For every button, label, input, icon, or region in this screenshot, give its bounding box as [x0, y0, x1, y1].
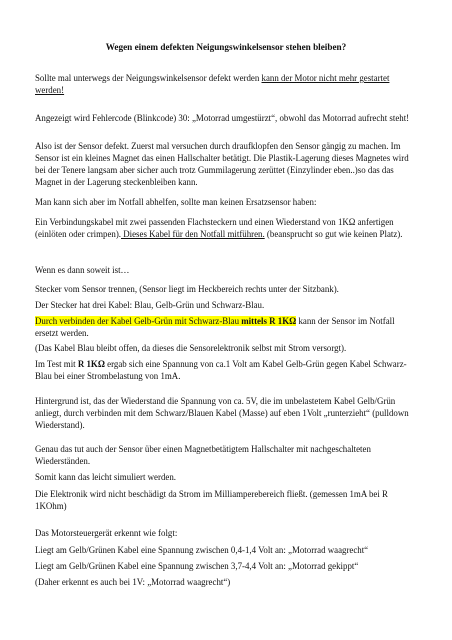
text-run: Im Test mit — [35, 359, 78, 369]
paragraph-motor-start — [35, 72, 417, 96]
text-run: Sollte mal unterwegs der Neigungswinkelsensor defekt werden — [35, 73, 262, 83]
highlighted-resistor: mittels R 1KΩ — [241, 316, 297, 326]
paragraph-three-cables: Der Stecker hat drei Kabel: Blau, Gelb-Grün und Schwarz-Blau. — [35, 300, 265, 310]
bold-resistor: R 1KΩ — [77, 359, 105, 369]
paragraph-cable-prep — [35, 216, 417, 240]
paragraph-simulate: Somit kann das leicht simuliert werden. — [35, 472, 176, 482]
underlined-carry-note: Dieses Kabel für den Notfall mitführen. — [121, 229, 265, 239]
paragraph-connect-cables — [35, 315, 417, 339]
highlighted-instruction: Durch verbinden der Kabel Gelb-Grün mit Schwarz-Blau — [35, 316, 242, 326]
text-run: Ein Verbindungskabel mit zwei passenden Flachsteckern und einen Wiederstand von 1KΩ anfertigen (einlöten oder crimpen). — [35, 217, 394, 239]
text-run: kann der Sensor im Notfall ersetzt werden. — [35, 316, 395, 338]
paragraph-background: Hintergrund ist, das der Wiederstand die Spannung von ca. 5V, die im unbelastetem Kabel Gelb/Grün anliegt, durch verbinden mit dem Schwarz/Blauen Kabel (Masse) auf eben 1Volt „runterzieht“ (pulldown Wiederstand). — [35, 396, 409, 430]
paragraph-sensor-defect: Also ist der Sensor defekt. Zuerst mal versuchen durch draufklopfen den Sensor gängig zu machen. Im Sensor ist ein kleines Magnet das einen Hallschalter betätigt. Die Plastik-Lagerung dieses Magnetes wird bei der Tenere langsam aber sicher auch trotz Gummilagerung zerüttet (Einzylinder eben..)so das das Magnet in der Lagerung steckenbleiben kann. — [35, 141, 409, 187]
paragraph-unplug: Stecker vom Sensor trennen, (Sensor liegt im Heckbereich rechts unter der Sitzbank). — [35, 284, 339, 294]
paragraph-error-code: Angezeigt wird Fehlercode (Blinkcode) 30: „Motorrad umgestürzt“, obwohl das Motorrad aufrecht steht! — [35, 113, 410, 123]
paragraph-emergency-help: Man kann sich aber im Notfall abhelfen, sollte man keinen Ersatzsensor haben: — [35, 197, 317, 207]
paragraph-tilted-range: Liegt am Gelb/Grünen Kabel eine Spannung zwischen 3,7-4,4 Volt an: „Motorrad gekippt“ — [35, 561, 359, 571]
paragraph-sensor-same: Genau das tut auch der Sensor über einen Magnetbetätigtem Hallschalter mit nachgeschalteten Wiederständen. — [35, 444, 371, 466]
paragraph-when-time: Wenn es dann soweit ist… — [35, 265, 130, 275]
paragraph-level-range: Liegt am Gelb/Grünen Kabel eine Spannung zwischen 0,4-1,4 Volt an: „Motorrad waagrecht“ — [35, 545, 369, 555]
text-run: (beansprucht so gut wie keinen Platz). — [264, 229, 403, 239]
paragraph-conclusion: (Daher erkennt es auch bei 1V: „Motorrad waagrecht“) — [35, 577, 231, 587]
paragraph-ecu-detects: Das Motorsteuergerät erkennt wie folgt: — [35, 528, 178, 538]
paragraph-blue-open: (Das Kabel Blau bleibt offen, da dieses die Sensorelektronik selbst mit Strom versorgt). — [35, 343, 347, 353]
paragraph-electronics-safe: Die Elektronik wird nicht beschädigt da Strom im Milliamperebereich fließt. (gemessen 1mA bei R 1KOhm) — [35, 489, 388, 511]
underlined-warning: kann der Motor nicht mehr gestartet werden! — [35, 73, 390, 95]
document-title: Wegen einem defekten Neigungswinkelsensor stehen bleiben? — [105, 42, 347, 52]
text-run: ergab sich eine Spannung von ca.1 Volt am Kabel Gelb-Grün gegen Kabel Schwarz-Blau bei einer Strombelastung von 1mA. — [35, 359, 407, 381]
paragraph-test-result — [35, 358, 417, 382]
